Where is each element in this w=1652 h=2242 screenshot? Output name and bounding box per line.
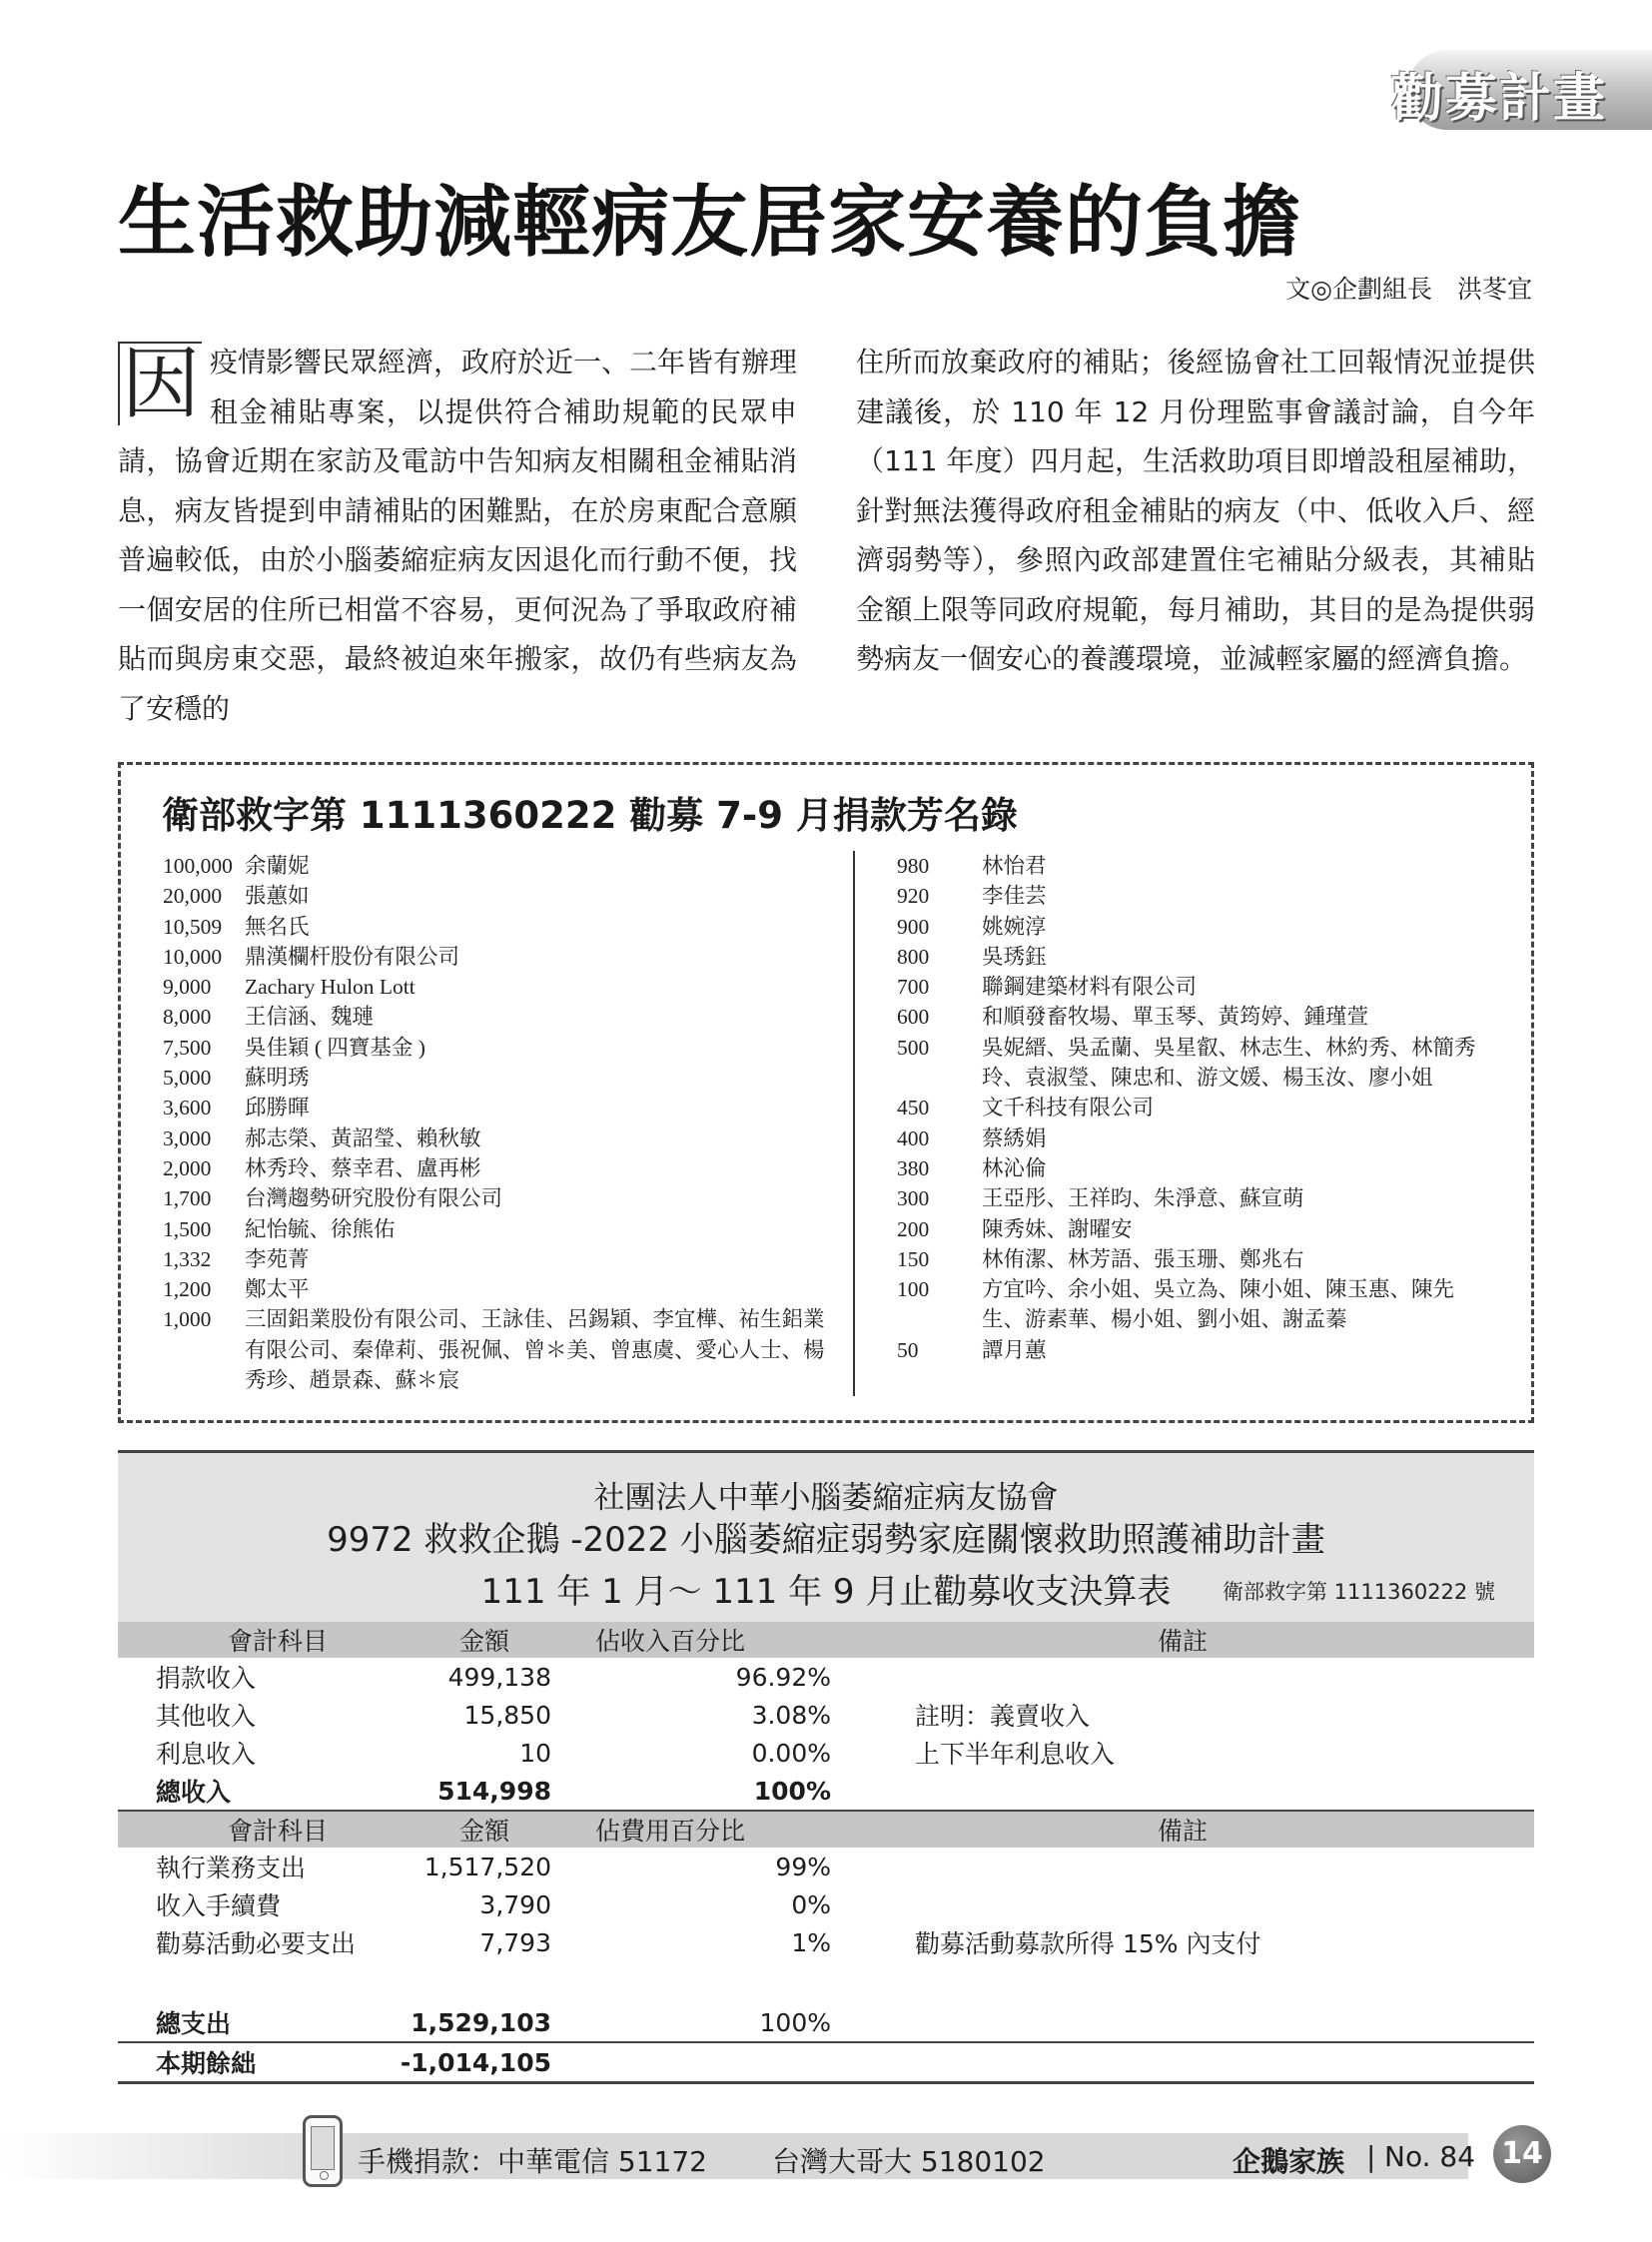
donor-amount: 800 — [897, 944, 930, 969]
table-row — [118, 1658, 1534, 1696]
donor-row — [163, 972, 827, 1002]
donor-amount: 1,200 — [163, 1277, 212, 1302]
table-row — [118, 1885, 1534, 1923]
article-left-column — [118, 338, 797, 733]
donor-names: 姚婉淳 — [982, 914, 1047, 939]
donor-amount: 10,000 — [163, 944, 223, 969]
donor-row — [163, 1183, 827, 1213]
donor-names: 鄭太平 — [245, 1277, 310, 1302]
donor-names: 吳琇鈺 — [982, 944, 1047, 969]
row-note — [831, 1658, 1534, 1696]
donor-names: 聯鋼建築材料有限公司 — [982, 975, 1198, 1000]
row-pct: 99% — [775, 1852, 831, 1881]
donor-names: 余蘭妮 — [245, 854, 310, 878]
row-subject: 勸募活動必要支出 — [156, 1929, 357, 1958]
row-subject: 收入手續費 — [156, 1891, 282, 1920]
donor-row — [163, 1063, 827, 1093]
donor-amount: 1,000 — [163, 1307, 212, 1332]
donor-row — [163, 1244, 827, 1274]
donor-row — [163, 851, 827, 881]
donor-amount: 100,000 — [163, 854, 233, 878]
row-amount: 1,517,520 — [423, 1852, 551, 1881]
donor-names: 文千科技有限公司 — [982, 1096, 1155, 1121]
donor-row — [163, 1093, 827, 1122]
donor-row — [163, 1123, 827, 1153]
row-subject: 執行業務支出 — [156, 1854, 307, 1882]
report-org-name: 社團法人中華小腦萎縮症病友協會 — [593, 1480, 1059, 1516]
footer-issue-number: No. 84 — [1384, 2140, 1476, 2173]
donor-amount: 1,700 — [163, 1186, 212, 1211]
income-total-pct: 100% — [551, 1772, 831, 1811]
expense-header-note: 備註 — [831, 1811, 1534, 1848]
donor-row — [897, 851, 1496, 881]
donor-amount: 600 — [897, 1005, 930, 1030]
table-row — [118, 1734, 1534, 1772]
row-pct: 0.00% — [751, 1738, 831, 1768]
expense-total-row — [118, 2003, 1534, 2042]
article-left-text: 疫情影響民眾經濟，政府於近一、二年皆有辦理租金補貼專案，以提供符合補助規範的民眾申請，協會近期在家訪及電訪中告知病友相關租金補貼消息，病友皆提到申請補貼的困難點，在於房東配合意願普遍較低，由於小腦萎縮症病友因退化而行動不便，找一個安居的住所已相當不容易，更何況為了爭取政府補貼而與房東交惡，最終被迫來年搬家，故仍有些病友為了安穩的 — [118, 346, 798, 725]
donor-row — [897, 1183, 1496, 1213]
donor-amount: 2,000 — [163, 1155, 212, 1180]
income-total-row — [118, 1772, 1534, 1811]
expense-total-pct: 100% — [551, 2003, 831, 2042]
donor-row — [897, 1093, 1496, 1122]
donor-names: 譚月蕙 — [982, 1337, 1047, 1362]
donor-row — [897, 1002, 1496, 1032]
row-subject: 利息收入 — [156, 1740, 257, 1769]
donor-names: 鼎漢欄杆股份有限公司 — [245, 944, 460, 969]
row-pct: 0% — [791, 1889, 831, 1919]
donor-names: 張蕙如 — [245, 884, 310, 909]
row-note: 上下半年利息收入 — [915, 1740, 1116, 1769]
donor-names: 李苑菁 — [245, 1246, 310, 1271]
donor-amount: 900 — [897, 914, 930, 939]
donor-amount: 700 — [897, 975, 930, 1000]
income-header-amount: 金額 — [382, 1622, 551, 1658]
balance-label: 本期餘絀 — [118, 2042, 382, 2083]
donor-names: 和順發畜牧場、單玉琴、黃筠婷、鍾瑾萱 — [982, 1005, 1369, 1030]
donor-names: 台灣趨勢研究股份有限公司 — [245, 1186, 503, 1211]
donor-amount: 3,600 — [163, 1096, 212, 1121]
donor-names: 三固鋁業股份有限公司、王詠佳、呂錫穎、李宜樺、祐生鋁業有限公司、秦偉莉、張祝佩、曾＊美、曾惠虞、愛心人士、楊秀珍、趙景森、蘇＊宸 — [245, 1307, 825, 1393]
row-note — [831, 1885, 1534, 1923]
donor-list-left — [163, 851, 827, 1395]
section-tab-label: 勸募計畫 — [1390, 69, 1607, 129]
balance-row — [118, 2042, 1534, 2083]
donor-names: 方宜吟、余小姐、吳立為、陳小姐、陳玉惠、陳先生、游素華、楊小姐、劉小姐、謝孟蓁 — [982, 1277, 1455, 1332]
donor-row — [163, 912, 827, 942]
mobile-phone-icon — [303, 2115, 343, 2187]
article-right-text: 住所而放棄政府的補貼；後經協會社工回報情況並提供建議後，於 110 年 12 月份理監事會議討論，自今年（111 年度）四月起，生活救助項目即增設租屋補助，針對無法獲得政府租金補貼的病友（中、低收入戶、經濟弱勢等），參照內政部建置住宅補貼分級表，其補貼金額上限等同政府規範，每月補助，其目的是為提供弱勢病友一個安心的養護環境，並減輕家屬的經濟負擔。 — [856, 346, 1535, 675]
spacer-row — [118, 1961, 1534, 2003]
donor-amount: 1,332 — [163, 1246, 212, 1271]
income-total-label: 總收入 — [118, 1772, 382, 1811]
donor-names: 陳秀妹、謝曜安 — [982, 1216, 1133, 1241]
drop-cap: 因 — [118, 342, 202, 425]
report-project-name: 9972 救救企鵝 -2022 小腦萎縮症弱勢家庭關懷救助照護補助計畫 — [327, 1520, 1325, 1560]
donor-amount: 5,000 — [163, 1066, 212, 1091]
row-note: 勸募活動募款所得 15% 內支付 — [915, 1929, 1261, 1958]
donor-row — [163, 1274, 827, 1304]
donor-row — [163, 1033, 827, 1063]
table-row — [118, 1848, 1534, 1885]
donor-names: 李佳芸 — [982, 884, 1047, 909]
donor-row — [897, 942, 1496, 972]
report-period: 111 年 1 月～ 111 年 9 月止勸募收支決算表 — [480, 1572, 1172, 1612]
table-row — [118, 1923, 1534, 1961]
donor-names: 無名氏 — [245, 914, 310, 939]
income-total-amount: 514,998 — [382, 1772, 551, 1811]
donor-row — [163, 1002, 827, 1032]
donor-names: 郝志榮、黃詔瑩、賴秋敏 — [245, 1125, 481, 1150]
donor-row — [163, 881, 827, 911]
donor-amount: 7,500 — [163, 1035, 212, 1060]
donor-list-title: 衛部救字第 1111360222 勸募 7-9 月捐款芳名錄 — [162, 794, 1018, 837]
donor-names: 林秀玲、蔡幸君、盧再彬 — [245, 1155, 481, 1180]
donor-amount: 200 — [897, 1216, 930, 1241]
expense-header-pct: 佔費用百分比 — [551, 1811, 831, 1848]
table-row — [118, 1696, 1534, 1734]
row-amount: 10 — [519, 1738, 551, 1768]
donor-names: 林侑潔、林芳語、張玉珊、鄭兆右 — [982, 1246, 1304, 1271]
donor-names: 蘇明琇 — [245, 1066, 310, 1091]
donor-row — [897, 972, 1496, 1002]
donor-row — [897, 1214, 1496, 1244]
donor-amount: 50 — [897, 1337, 919, 1362]
row-amount: 7,793 — [479, 1927, 551, 1957]
donor-amount: 1,500 — [163, 1216, 212, 1241]
article-right-column — [856, 338, 1535, 684]
donor-amount: 380 — [897, 1155, 930, 1180]
donor-column-divider — [853, 851, 855, 1396]
row-note — [831, 1848, 1534, 1885]
income-header-pct: 佔收入百分比 — [551, 1622, 831, 1658]
expense-total-amount: 1,529,103 — [382, 2003, 551, 2042]
donor-amount: 20,000 — [163, 884, 223, 909]
income-header-subject: 會計科目 — [118, 1622, 382, 1658]
donor-row — [897, 1033, 1496, 1094]
donor-row — [897, 1123, 1496, 1153]
income-header-row — [118, 1622, 1534, 1658]
row-pct: 1% — [791, 1927, 831, 1957]
donor-row — [897, 1274, 1496, 1335]
page-number: 14 — [1493, 2125, 1551, 2183]
donor-amount: 150 — [897, 1246, 930, 1271]
donor-names: 林沁倫 — [982, 1155, 1047, 1180]
footer-mobile-donation: 手機捐款：中華電信 51172 — [358, 2145, 707, 2178]
expense-header-row — [118, 1811, 1534, 1848]
donor-names: 吳佳穎 ( 四寶基金 ) — [245, 1035, 425, 1060]
row-subject: 捐款收入 — [156, 1664, 257, 1693]
footer-taiwan-mobile: 台灣大哥大 5180102 — [772, 2145, 1046, 2178]
donor-row — [163, 1304, 827, 1395]
donor-amount: 8,000 — [163, 1005, 212, 1030]
page-title: 生活救助減輕病友居家安養的負擔 — [118, 177, 1302, 268]
donor-names: 王亞彤、王祥昀、朱淨意、蘇宣萌 — [982, 1186, 1304, 1211]
donor-amount: 10,509 — [163, 914, 223, 939]
income-header-note: 備註 — [831, 1622, 1534, 1658]
donor-names: 吳妮縉、吳孟蘭、吳星叡、林志生、林約秀、林簡秀玲、袁淑瑩、陳忠和、游文媛、楊玉汝、廖小姐 — [982, 1035, 1476, 1091]
donor-row — [163, 942, 827, 972]
donor-amount: 300 — [897, 1186, 930, 1211]
balance-amount: -1,014,105 — [382, 2042, 551, 2083]
donor-row — [897, 1244, 1496, 1274]
expense-header-subject: 會計科目 — [118, 1811, 382, 1848]
donor-row — [163, 1214, 827, 1244]
donor-names: 紀怡毓、徐熊佑 — [245, 1216, 396, 1241]
donor-list-right — [897, 851, 1496, 1365]
row-amount: 499,138 — [447, 1662, 551, 1692]
expense-total-label: 總支出 — [118, 2003, 382, 2042]
donor-row — [897, 1335, 1496, 1365]
donor-names: 邱勝暉 — [245, 1096, 310, 1121]
donor-amount: 3,000 — [163, 1125, 212, 1150]
expense-header-amount: 金額 — [382, 1811, 551, 1848]
donor-row — [163, 1153, 827, 1183]
donor-names: 王信涵、魏璉 — [245, 1005, 375, 1030]
donor-names: Zachary Hulon Lott — [245, 975, 415, 1000]
donor-amount: 400 — [897, 1125, 930, 1150]
byline: 文◎企劃組長 洪苳宜 — [1285, 275, 1532, 304]
donor-amount: 100 — [897, 1277, 930, 1302]
row-subject: 其他收入 — [156, 1702, 257, 1731]
row-pct: 3.08% — [751, 1700, 831, 1730]
donor-amount: 450 — [897, 1096, 930, 1121]
row-amount: 15,850 — [463, 1700, 551, 1730]
donor-names: 林怡君 — [982, 854, 1047, 878]
footer-separator: | — [1366, 2140, 1376, 2173]
donor-amount: 500 — [897, 1035, 930, 1060]
donor-row — [897, 912, 1496, 942]
row-amount: 3,790 — [479, 1889, 551, 1919]
donor-amount: 980 — [897, 854, 930, 878]
donor-row — [897, 881, 1496, 911]
report-permit-number: 衛部救字第 1111360222 號 — [1223, 1580, 1495, 1604]
donor-amount: 920 — [897, 884, 930, 909]
donor-amount: 9,000 — [163, 975, 212, 1000]
financial-table — [118, 1622, 1534, 2084]
footer-magazine-name: 企鵝家族 — [1233, 2145, 1345, 2178]
donor-row — [897, 1153, 1496, 1183]
row-note: 註明：義賣收入 — [915, 1702, 1091, 1731]
row-pct: 96.92% — [735, 1662, 831, 1692]
donor-names: 蔡綉娟 — [982, 1125, 1047, 1150]
